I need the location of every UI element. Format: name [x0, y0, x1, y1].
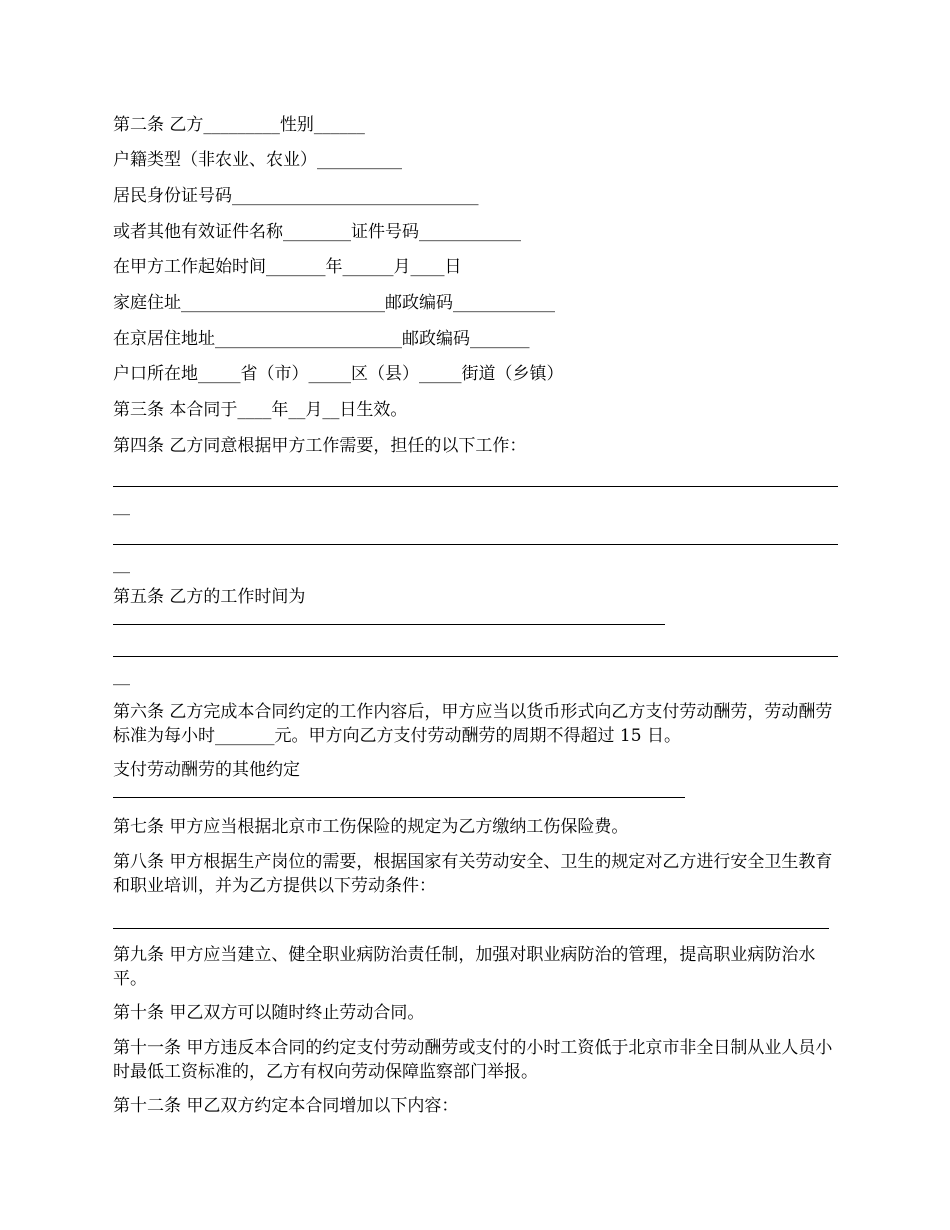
blank-rule [113, 486, 838, 487]
labor-conditions-rule [113, 928, 829, 929]
article-10-line: 第十条 甲乙双方可以随时终止劳动合同。 [113, 1003, 425, 1023]
household-type-line: 户籍类型（非农业、农业）__________ [113, 150, 402, 170]
other-remuneration-rule [113, 797, 685, 798]
article-6-paragraph: 第六条 乙方完成本合同约定的工作内容后，甲方应当以货币形式向乙方支付劳动酬劳，劳动酬劳标准为每小时_______元。甲方向乙方支付劳动酬劳的周期不得超过 15 日。 [113, 702, 833, 746]
work-time-rule [113, 624, 665, 625]
beijing-address-line: 在京居住地址______________________邮政编码_______ [113, 329, 530, 349]
article-12-line: 第十二条 甲乙双方约定本合同增加以下内容： [113, 1096, 459, 1116]
blank-rule [113, 656, 838, 657]
article-4-line: 第四条 乙方同意根据甲方工作需要，担任的以下工作： [113, 436, 527, 456]
blank-rule [113, 544, 838, 545]
article-7-line: 第七条 甲方应当根据北京市工伤保险的规定为乙方缴纳工伤保险费。 [113, 817, 629, 837]
article-3-line: 第三条 本合同于____年__月__日生效。 [113, 400, 408, 420]
article-5-line: 第五条 乙方的工作时间为 [113, 587, 306, 607]
start-date-line: 在甲方工作起始时间_______年______月____日 [113, 257, 462, 277]
blank-rule-tail: __ [113, 554, 130, 574]
blank-rule-tail: __ [113, 666, 130, 686]
id-number-line: 居民身份证号码_____________________________ [113, 186, 479, 206]
other-remuneration-line: 支付劳动酬劳的其他约定 [113, 760, 300, 780]
article-9-paragraph: 第九条 甲方应当建立、健全职业病防治责任制，加强对职业病防治的管理，提高职业病防治水平。 [113, 945, 816, 989]
other-certificate-line: 或者其他有效证件名称________证件号码____________ [113, 222, 521, 242]
article-2-party-b-line: 第二条 乙方_________性别______ [113, 115, 365, 135]
blank-rule-tail: __ [113, 496, 130, 516]
article-11-paragraph: 第十一条 甲方违反本合同的约定支付劳动酬劳或支付的小时工资低于北京市非全日制从业人员小时最低工资标准的，乙方有权向劳动保障监察部门举报。 [113, 1038, 833, 1082]
hukou-location-line: 户口所在地_____省（市）_____区（县）_____街道（乡镇） [113, 364, 564, 384]
article-8-paragraph: 第八条 甲方根据生产岗位的需要，根据国家有关劳动安全、卫生的规定对乙方进行安全卫生教育和职业培训，并为乙方提供以下劳动条件： [113, 852, 833, 896]
home-address-line: 家庭住址________________________邮政编码____________ [113, 293, 555, 313]
